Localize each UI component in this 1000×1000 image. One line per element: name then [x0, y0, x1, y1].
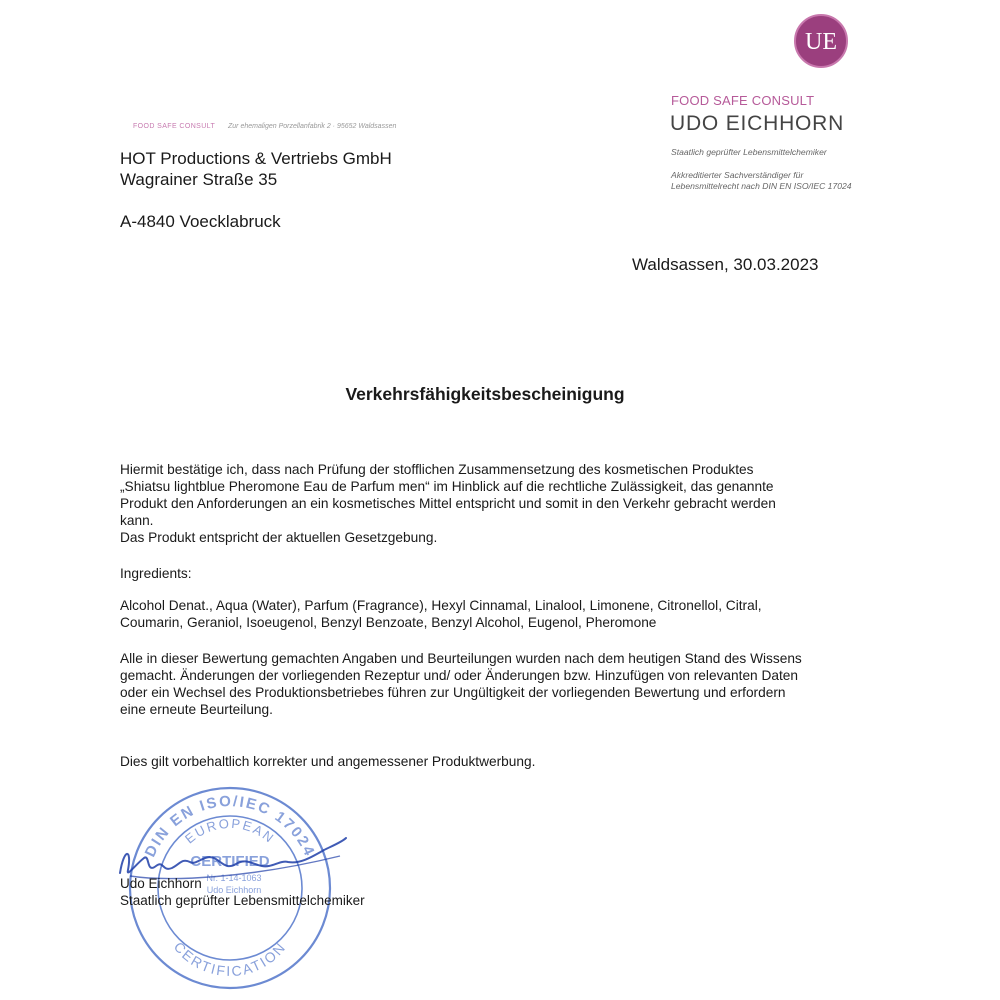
sender-company: FOOD SAFE CONSULT: [133, 123, 216, 130]
company-logo: [792, 12, 850, 70]
logo-text: UE: [805, 29, 837, 55]
signer-title: Staatlich geprüfter Lebensmittelchemiker: [120, 893, 365, 908]
intro-paragraph: [120, 461, 840, 546]
stamp-outer-text: DIN EN ISO/IEC 17024: [141, 792, 319, 860]
intro-line: Hiermit bestätige ich, dass nach Prüfung der stofflichen Zusammensetzung des kosmetischen Produktes: [120, 462, 754, 477]
letterhead-qualification: Staatlich geprüfter Lebensmittelchemiker: [671, 147, 827, 157]
disclaimer-paragraph: [120, 650, 840, 718]
stamp-inner-text: EUROPEAN: [182, 815, 278, 847]
sender-address: Zur ehemaligen Porzellanfabrik 2 · 95652 Waldsassen: [228, 123, 397, 130]
svg-text:CERTIFICATION: [171, 939, 289, 980]
letterhead-name: UDO EICHHORN: [670, 112, 845, 135]
ingredients-line: Coumarin, Geraniol, Isoeugenol, Benzyl Benzoate, Benzyl Alcohol, Eugenol, Pheromone: [120, 615, 657, 630]
letterhead-accreditation-standard: Lebensmittelrecht nach DIN EN ISO/IEC 17024: [671, 181, 852, 191]
signer-name: Udo Eichhorn: [120, 876, 202, 891]
intro-line: „Shiatsu lightblue Pheromone Eau de Parfum men“ im Hinblick auf die rechtliche Zulässigkeit, das genannte: [120, 479, 774, 494]
disclaimer-line: Alle in dieser Bewertung gemachten Angaben und Beurteilungen wurden nach dem heutigen Stand des Wissens: [120, 651, 802, 666]
letter-date: Waldsassen, 30.03.2023: [632, 255, 819, 274]
ingredients-line: Alcohol Denat., Aqua (Water), Parfum (Fragrance), Hexyl Cinnamal, Linalool, Limonene, Citronellol, Citral,: [120, 598, 762, 613]
recipient-company: HOT Productions & Vertriebs GmbH: [120, 149, 392, 168]
recipient-city: A-4840 Voecklabruck: [120, 212, 281, 231]
disclaimer-line: oder ein Wechsel des Produktionsbetriebes führen zur Ungültigkeit der vorliegenden Bewertung und erfordern: [120, 685, 786, 700]
letterhead-company: FOOD SAFE CONSULT: [671, 93, 815, 108]
stamp-bottom-text: CERTIFICATION: [170, 938, 290, 980]
intro-line: Das Produkt entspricht der aktuellen Gesetzgebung.: [120, 530, 438, 545]
closing-sentence: Dies gilt vorbehaltlich korrekter und angemessener Produktwerbung.: [120, 754, 536, 769]
document-title: Verkehrsfähigkeitsbescheinigung: [345, 384, 625, 404]
disclaimer-line: eine erneute Beurteilung.: [120, 702, 273, 717]
ingredients-list: [120, 597, 840, 631]
intro-line: kann.: [120, 513, 154, 528]
letterhead-accreditation: Akkreditierter Sachverständiger für: [671, 170, 804, 180]
disclaimer-line: gemacht. Änderungen der vorliegenden Rezeptur und/ oder Änderungen bzw. Hinzufügen von relevanten Daten: [120, 668, 798, 683]
recipient-street: Wagrainer Straße 35: [120, 170, 278, 189]
stamp-center-text: CERTIFIED: [190, 853, 270, 870]
stamp-number: Nr. 1-14-1063: [206, 873, 262, 883]
stamp-holder: Udo Eichhorn: [206, 885, 262, 895]
ingredients-label: Ingredients:: [120, 566, 192, 581]
svg-text:EUROPEAN: [182, 816, 278, 847]
intro-line: Produkt den Anforderungen an ein kosmetisches Mittel entspricht und somit in den Verkehr gebracht werden: [120, 496, 776, 511]
